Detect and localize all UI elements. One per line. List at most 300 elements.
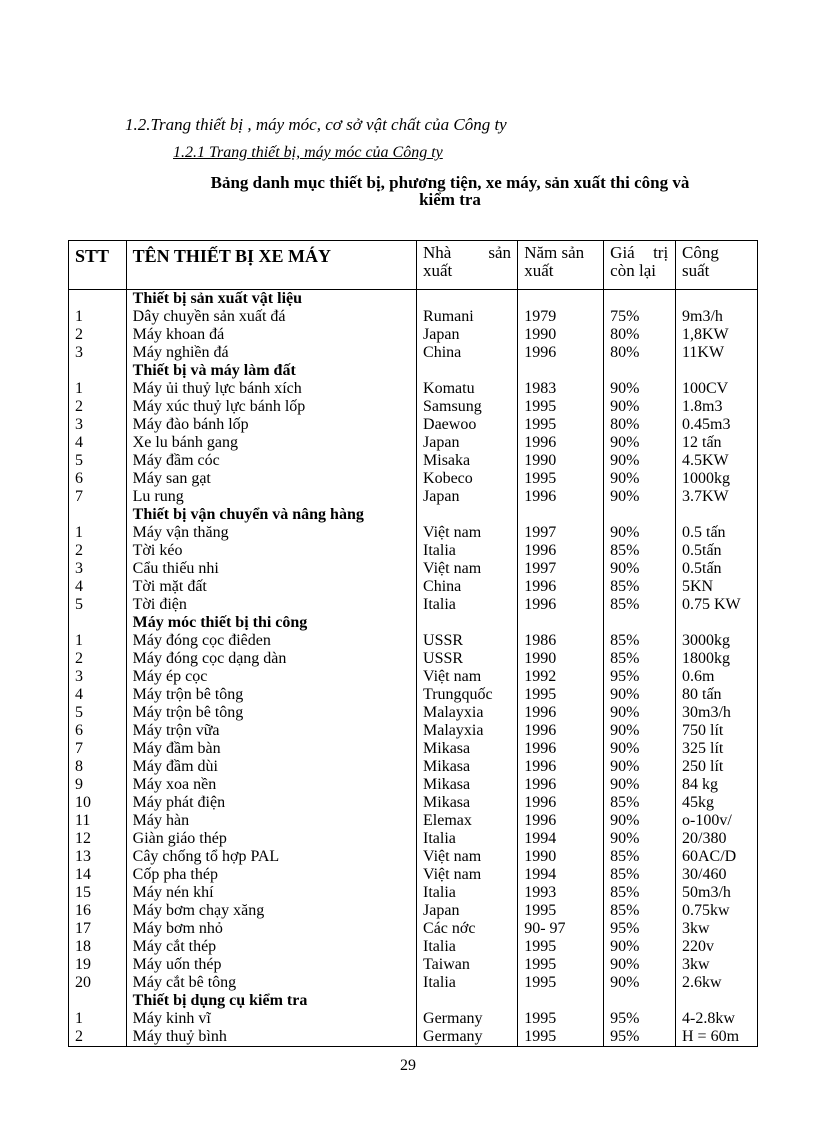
table-caption-line: Bảng danh mục thiết bị, phương tiện, xe máy, sản xuất thi công và: [210, 173, 690, 192]
equipment-name-cell: Máy nén khí: [126, 884, 416, 902]
stt-cell: 3: [69, 344, 127, 362]
year-cell: 1995: [518, 1010, 604, 1028]
capacity-cell: 50m3/h: [676, 884, 758, 902]
empty-cell: [417, 614, 518, 632]
value-cell: 95%: [604, 1028, 676, 1047]
manufacturer-cell: Việt nam: [417, 866, 518, 884]
year-cell: 1983: [518, 380, 604, 398]
stt-cell: 3: [69, 416, 127, 434]
manufacturer-cell: Japan: [417, 488, 518, 506]
year-cell: 90- 97: [518, 920, 604, 938]
header-manufacturer: Nhà sản xuất: [417, 241, 518, 290]
table-row: [69, 542, 758, 560]
table-row: [69, 686, 758, 704]
header-stt: STT: [69, 241, 127, 290]
stt-cell: 15: [69, 884, 127, 902]
value-cell: 85%: [604, 848, 676, 866]
year-cell: 1996: [518, 812, 604, 830]
table-row: [69, 722, 758, 740]
capacity-cell: 3000kg: [676, 632, 758, 650]
value-cell: 85%: [604, 902, 676, 920]
subsection-heading: 1.2.1 Trang thiết bị, máy móc của Công ty: [173, 144, 443, 161]
equipment-name-cell: Máy đóng cọc dạng dàn: [126, 650, 416, 668]
capacity-cell: 4.5KW: [676, 452, 758, 470]
table-row: [69, 758, 758, 776]
capacity-cell: 9m3/h: [676, 308, 758, 326]
value-cell: 90%: [604, 830, 676, 848]
manufacturer-cell: Taiwan: [417, 956, 518, 974]
year-cell: 1995: [518, 416, 604, 434]
stt-cell: 4: [69, 578, 127, 596]
header-year: Năm sản xuất: [518, 241, 604, 290]
year-cell: 1990: [518, 848, 604, 866]
value-cell: 85%: [604, 650, 676, 668]
table-row: [69, 578, 758, 596]
manufacturer-cell: Italia: [417, 938, 518, 956]
table-row: [69, 704, 758, 722]
capacity-cell: 2.6kw: [676, 974, 758, 992]
table-row: [69, 452, 758, 470]
empty-cell: [69, 992, 127, 1010]
table-row: [69, 632, 758, 650]
stt-cell: 10: [69, 794, 127, 812]
stt-cell: 5: [69, 704, 127, 722]
stt-cell: 5: [69, 596, 127, 614]
empty-cell: [676, 362, 758, 380]
equipment-name-cell: Máy san gạt: [126, 470, 416, 488]
capacity-cell: 1000kg: [676, 470, 758, 488]
empty-cell: [417, 362, 518, 380]
value-cell: 90%: [604, 938, 676, 956]
manufacturer-cell: Italia: [417, 830, 518, 848]
equipment-name-cell: Máy thuỷ bình: [126, 1028, 416, 1047]
table-row: [69, 974, 758, 992]
stt-cell: 20: [69, 974, 127, 992]
year-cell: 1996: [518, 344, 604, 362]
value-cell: 90%: [604, 974, 676, 992]
year-cell: 1996: [518, 596, 604, 614]
year-cell: 1990: [518, 650, 604, 668]
equipment-name-cell: Máy ủi thuỷ lực bánh xích: [126, 380, 416, 398]
value-cell: 90%: [604, 812, 676, 830]
value-cell: 90%: [604, 398, 676, 416]
value-cell: 90%: [604, 740, 676, 758]
year-cell: 1996: [518, 776, 604, 794]
empty-cell: [604, 614, 676, 632]
table-row: [69, 596, 758, 614]
table-row: [69, 866, 758, 884]
capacity-cell: H = 60m: [676, 1028, 758, 1047]
equipment-name-cell: Máy đầm bàn: [126, 740, 416, 758]
value-cell: 85%: [604, 794, 676, 812]
manufacturer-cell: Mikasa: [417, 758, 518, 776]
stt-cell: 5: [69, 452, 127, 470]
capacity-cell: 11KW: [676, 344, 758, 362]
capacity-cell: o-100v/: [676, 812, 758, 830]
stt-cell: 8: [69, 758, 127, 776]
year-cell: 1996: [518, 542, 604, 560]
capacity-cell: 3.7KW: [676, 488, 758, 506]
year-cell: 1996: [518, 434, 604, 452]
equipment-table: [68, 240, 758, 1047]
group-row: [69, 614, 758, 632]
stt-cell: 6: [69, 722, 127, 740]
manufacturer-cell: Japan: [417, 326, 518, 344]
manufacturer-cell: Việt nam: [417, 848, 518, 866]
table-row: [69, 938, 758, 956]
value-cell: 80%: [604, 416, 676, 434]
equipment-name-cell: Máy uốn thép: [126, 956, 416, 974]
empty-cell: [518, 290, 604, 309]
table-row: [69, 380, 758, 398]
year-cell: 1996: [518, 794, 604, 812]
equipment-name-cell: Máy đầm cóc: [126, 452, 416, 470]
equipment-name-cell: Máy hàn: [126, 812, 416, 830]
stt-cell: 7: [69, 488, 127, 506]
empty-cell: [676, 506, 758, 524]
value-cell: 90%: [604, 956, 676, 974]
year-cell: 1996: [518, 758, 604, 776]
stt-cell: 2: [69, 542, 127, 560]
value-cell: 75%: [604, 308, 676, 326]
value-cell: 85%: [604, 596, 676, 614]
value-cell: 90%: [604, 560, 676, 578]
table-row: [69, 848, 758, 866]
manufacturer-cell: China: [417, 578, 518, 596]
equipment-name-cell: Máy trộn bê tông: [126, 686, 416, 704]
page-number: 29: [400, 1057, 416, 1074]
year-cell: 1995: [518, 398, 604, 416]
equipment-name-cell: Tời kéo: [126, 542, 416, 560]
value-cell: 90%: [604, 686, 676, 704]
stt-cell: 2: [69, 326, 127, 344]
capacity-cell: 0.5 tấn: [676, 524, 758, 542]
value-cell: 95%: [604, 668, 676, 686]
value-cell: 90%: [604, 380, 676, 398]
capacity-cell: 12 tấn: [676, 434, 758, 452]
empty-cell: [518, 992, 604, 1010]
table-row: [69, 884, 758, 902]
value-cell: 90%: [604, 776, 676, 794]
year-cell: 1986: [518, 632, 604, 650]
stt-cell: 1: [69, 380, 127, 398]
empty-cell: [69, 290, 127, 309]
table-row: [69, 488, 758, 506]
manufacturer-cell: Việt nam: [417, 668, 518, 686]
manufacturer-cell: Kobeco: [417, 470, 518, 488]
manufacturer-cell: USSR: [417, 632, 518, 650]
year-cell: 1996: [518, 704, 604, 722]
equipment-name-cell: Máy đào bánh lốp: [126, 416, 416, 434]
value-cell: 90%: [604, 722, 676, 740]
manufacturer-cell: Trungquốc: [417, 686, 518, 704]
empty-cell: [518, 506, 604, 524]
stt-cell: 12: [69, 830, 127, 848]
equipment-name-cell: Máy kinh vĩ: [126, 1010, 416, 1028]
capacity-cell: 0.45m3: [676, 416, 758, 434]
equipment-name-cell: Máy trộn vữa: [126, 722, 416, 740]
empty-cell: [518, 362, 604, 380]
section-heading: 1.2.Trang thiết bị , máy móc, cơ sở vật chất của Công ty: [125, 115, 507, 134]
table-header-row: [69, 241, 758, 290]
capacity-cell: 1,8KW: [676, 326, 758, 344]
stt-cell: 4: [69, 434, 127, 452]
year-cell: 1996: [518, 722, 604, 740]
stt-cell: 9: [69, 776, 127, 794]
table-row: [69, 902, 758, 920]
capacity-cell: 0.5tấn: [676, 542, 758, 560]
group-title: Thiết bị dụng cụ kiểm tra: [126, 992, 416, 1010]
capacity-cell: 1800kg: [676, 650, 758, 668]
year-cell: 1994: [518, 866, 604, 884]
table-row: [69, 434, 758, 452]
group-row: [69, 992, 758, 1010]
header-equipment-name: TÊN THIẾT BỊ XE MÁY: [126, 241, 416, 290]
equipment-name-cell: Giàn giáo thép: [126, 830, 416, 848]
capacity-cell: 0.75kw: [676, 902, 758, 920]
year-cell: 1995: [518, 938, 604, 956]
manufacturer-cell: USSR: [417, 650, 518, 668]
manufacturer-cell: Mikasa: [417, 740, 518, 758]
capacity-cell: 20/380: [676, 830, 758, 848]
value-cell: 85%: [604, 542, 676, 560]
value-cell: 80%: [604, 344, 676, 362]
stt-cell: 14: [69, 866, 127, 884]
table-row: [69, 326, 758, 344]
manufacturer-cell: Rumani: [417, 308, 518, 326]
value-cell: 90%: [604, 758, 676, 776]
table-row: [69, 308, 758, 326]
capacity-cell: 5KN: [676, 578, 758, 596]
stt-cell: 1: [69, 524, 127, 542]
capacity-cell: 325 lít: [676, 740, 758, 758]
year-cell: 1996: [518, 578, 604, 596]
year-cell: 1995: [518, 470, 604, 488]
table-body: [69, 290, 758, 1047]
stt-cell: 1: [69, 1010, 127, 1028]
value-cell: 95%: [604, 920, 676, 938]
value-cell: 85%: [604, 884, 676, 902]
empty-cell: [69, 362, 127, 380]
capacity-cell: 3kw: [676, 956, 758, 974]
empty-cell: [604, 362, 676, 380]
empty-cell: [518, 614, 604, 632]
capacity-cell: 0.75 KW: [676, 596, 758, 614]
empty-cell: [604, 992, 676, 1010]
stt-cell: 13: [69, 848, 127, 866]
manufacturer-cell: Italia: [417, 596, 518, 614]
manufacturer-cell: Daewoo: [417, 416, 518, 434]
stt-cell: 11: [69, 812, 127, 830]
capacity-cell: 100CV: [676, 380, 758, 398]
stt-cell: 19: [69, 956, 127, 974]
manufacturer-cell: Italia: [417, 542, 518, 560]
group-title: Thiết bị vận chuyển và nâng hàng: [126, 506, 416, 524]
manufacturer-cell: China: [417, 344, 518, 362]
capacity-cell: 220v: [676, 938, 758, 956]
manufacturer-cell: Italia: [417, 884, 518, 902]
value-cell: 90%: [604, 452, 676, 470]
value-cell: 90%: [604, 524, 676, 542]
value-cell: 95%: [604, 1010, 676, 1028]
group-row: [69, 290, 758, 309]
value-cell: 90%: [604, 704, 676, 722]
empty-cell: [676, 614, 758, 632]
year-cell: 1993: [518, 884, 604, 902]
capacity-cell: 45kg: [676, 794, 758, 812]
year-cell: 1996: [518, 488, 604, 506]
value-cell: 80%: [604, 326, 676, 344]
year-cell: 1996: [518, 740, 604, 758]
year-cell: 1997: [518, 560, 604, 578]
empty-cell: [417, 506, 518, 524]
manufacturer-cell: Elemax: [417, 812, 518, 830]
capacity-cell: 60AC/D: [676, 848, 758, 866]
equipment-name-cell: Máy bơm nhỏ: [126, 920, 416, 938]
stt-cell: 18: [69, 938, 127, 956]
group-title: Thiết bị và máy làm đất: [126, 362, 416, 380]
table-row: [69, 668, 758, 686]
stt-cell: 17: [69, 920, 127, 938]
table-row: [69, 524, 758, 542]
year-cell: 1995: [518, 1028, 604, 1047]
year-cell: 1995: [518, 686, 604, 704]
equipment-name-cell: Máy cắt bê tông: [126, 974, 416, 992]
year-cell: 1995: [518, 974, 604, 992]
stt-cell: 6: [69, 470, 127, 488]
year-cell: 1992: [518, 668, 604, 686]
manufacturer-cell: Malayxia: [417, 704, 518, 722]
header-capacity: Công suất: [676, 241, 758, 290]
year-cell: 1994: [518, 830, 604, 848]
table-row: [69, 776, 758, 794]
equipment-name-cell: Cây chống tổ hợp PAL: [126, 848, 416, 866]
manufacturer-cell: Mikasa: [417, 794, 518, 812]
header-remaining-value: Giá trị còn lại: [604, 241, 676, 290]
table-row: [69, 830, 758, 848]
equipment-name-cell: Cốp pha thép: [126, 866, 416, 884]
table-row: [69, 1010, 758, 1028]
equipment-name-cell: Máy đóng cọc điêden: [126, 632, 416, 650]
capacity-cell: 84 kg: [676, 776, 758, 794]
empty-cell: [417, 290, 518, 309]
manufacturer-cell: Samsung: [417, 398, 518, 416]
equipment-name-cell: Xe lu bánh gang: [126, 434, 416, 452]
year-cell: 1995: [518, 956, 604, 974]
year-cell: 1979: [518, 308, 604, 326]
group-title: Thiết bị sản xuất vật liệu: [126, 290, 416, 309]
equipment-name-cell: Máy đầm dùi: [126, 758, 416, 776]
equipment-name-cell: Máy phát điện: [126, 794, 416, 812]
manufacturer-cell: Các nớc: [417, 920, 518, 938]
manufacturer-cell: Việt nam: [417, 560, 518, 578]
value-cell: 90%: [604, 488, 676, 506]
empty-cell: [69, 506, 127, 524]
stt-cell: 7: [69, 740, 127, 758]
empty-cell: [676, 290, 758, 309]
empty-cell: [604, 290, 676, 309]
capacity-cell: 3kw: [676, 920, 758, 938]
manufacturer-cell: Italia: [417, 974, 518, 992]
equipment-name-cell: Máy bơm chạy xăng: [126, 902, 416, 920]
capacity-cell: 30/460: [676, 866, 758, 884]
stt-cell: 3: [69, 560, 127, 578]
manufacturer-cell: Japan: [417, 902, 518, 920]
capacity-cell: 4-2.8kw: [676, 1010, 758, 1028]
stt-cell: 1: [69, 308, 127, 326]
group-row: [69, 362, 758, 380]
stt-cell: 16: [69, 902, 127, 920]
table-row: [69, 470, 758, 488]
equipment-name-cell: Máy xúc thuỷ lực bánh lốp: [126, 398, 416, 416]
stt-cell: 3: [69, 668, 127, 686]
table-row: [69, 740, 758, 758]
equipment-name-cell: Dây chuyền sản xuất đá: [126, 308, 416, 326]
capacity-cell: 0.6m: [676, 668, 758, 686]
equipment-name-cell: Tời điện: [126, 596, 416, 614]
equipment-name-cell: Máy cắt thép: [126, 938, 416, 956]
equipment-name-cell: Máy nghiền đá: [126, 344, 416, 362]
manufacturer-cell: Japan: [417, 434, 518, 452]
equipment-name-cell: Máy khoan đá: [126, 326, 416, 344]
stt-cell: 2: [69, 650, 127, 668]
table-row: [69, 416, 758, 434]
manufacturer-cell: Komatu: [417, 380, 518, 398]
stt-cell: 4: [69, 686, 127, 704]
manufacturer-cell: Malayxia: [417, 722, 518, 740]
value-cell: 85%: [604, 578, 676, 596]
equipment-name-cell: Cẩu thiếu nhi: [126, 560, 416, 578]
table-caption-line: kiểm tra: [419, 190, 481, 209]
equipment-name-cell: Máy trộn bê tông: [126, 704, 416, 722]
stt-cell: 2: [69, 1028, 127, 1047]
stt-cell: 1: [69, 632, 127, 650]
capacity-cell: 250 lít: [676, 758, 758, 776]
empty-cell: [604, 506, 676, 524]
equipment-name-cell: Máy xoa nền: [126, 776, 416, 794]
table-row: [69, 1028, 758, 1047]
value-cell: 90%: [604, 434, 676, 452]
year-cell: 1995: [518, 902, 604, 920]
table-row: [69, 956, 758, 974]
equipment-name-cell: Lu rung: [126, 488, 416, 506]
value-cell: 85%: [604, 866, 676, 884]
empty-cell: [676, 992, 758, 1010]
capacity-cell: 30m3/h: [676, 704, 758, 722]
table-row: [69, 794, 758, 812]
manufacturer-cell: Misaka: [417, 452, 518, 470]
manufacturer-cell: Germany: [417, 1010, 518, 1028]
capacity-cell: 750 lít: [676, 722, 758, 740]
table-row: [69, 812, 758, 830]
group-title: Máy móc thiết bị thi công: [126, 614, 416, 632]
manufacturer-cell: Mikasa: [417, 776, 518, 794]
stt-cell: 2: [69, 398, 127, 416]
table-row: [69, 344, 758, 362]
value-cell: 90%: [604, 470, 676, 488]
empty-cell: [417, 992, 518, 1010]
year-cell: 1997: [518, 524, 604, 542]
table-row: [69, 398, 758, 416]
group-row: [69, 506, 758, 524]
table-row: [69, 560, 758, 578]
equipment-name-cell: Máy ép cọc: [126, 668, 416, 686]
table-row: [69, 920, 758, 938]
empty-cell: [69, 614, 127, 632]
manufacturer-cell: Germany: [417, 1028, 518, 1047]
value-cell: 85%: [604, 632, 676, 650]
table-row: [69, 650, 758, 668]
